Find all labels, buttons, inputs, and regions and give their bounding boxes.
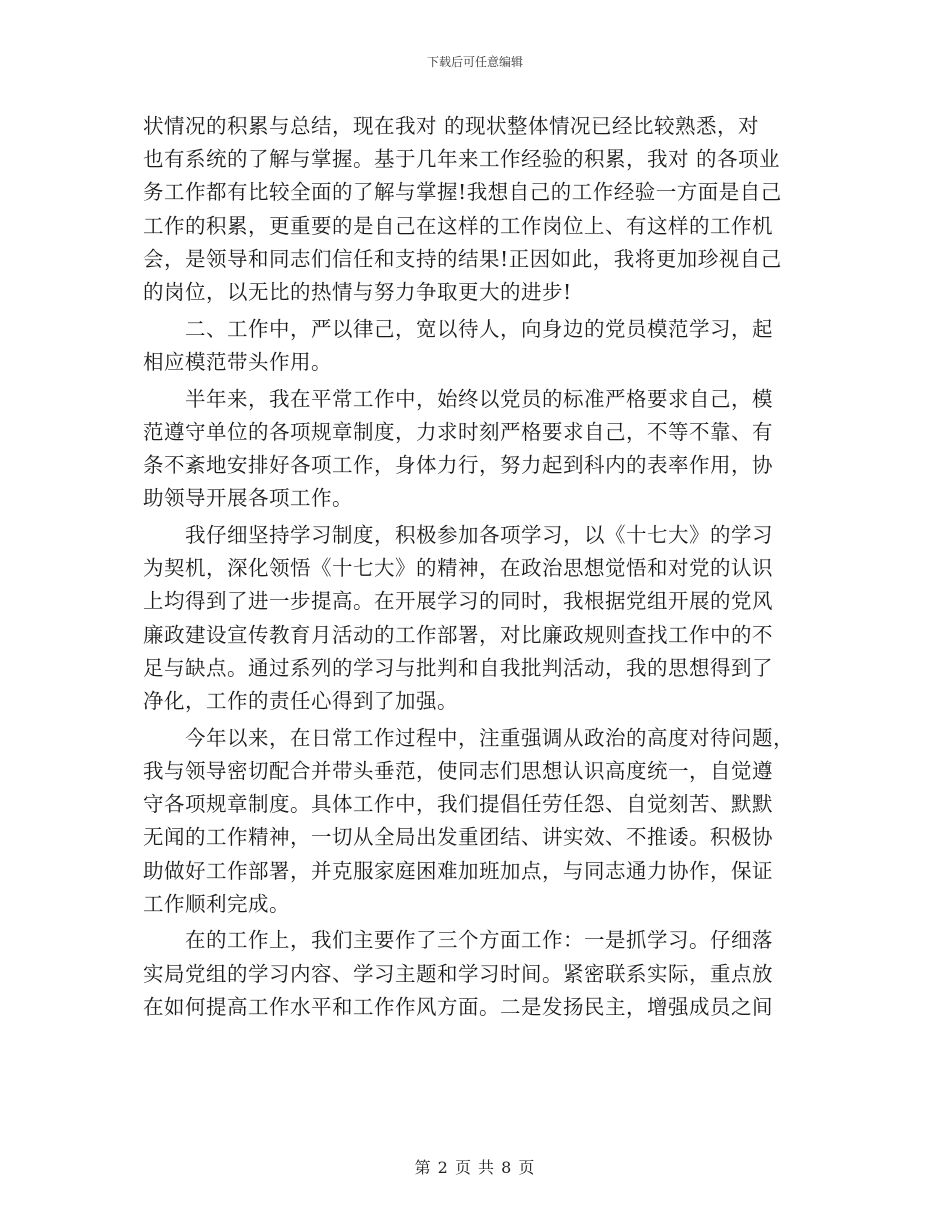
text-line: 助领导开展各项工作。: [143, 486, 353, 511]
body-text: [143, 110, 813, 1024]
text-line: 在的工作上，我们主要作了三个方面工作：一是抓学习。仔细落: [143, 928, 773, 953]
text-line: 今年以来，在日常工作过程中，注重强调从政治的高度对待问题，: [143, 725, 794, 750]
paragraph: [143, 110, 813, 309]
text-line: 我与领导密切配合并带头垂范，使同志们思想认识高度统一，自觉遵: [143, 758, 773, 783]
text-line: 相应模范带头作用。: [143, 349, 332, 374]
text-line: 实局党组的学习内容、学习主题和学习时间。紧密联系实际，重点放: [143, 961, 773, 986]
header-note: 下载后可任意编辑: [426, 55, 523, 69]
text-line: 工作的积累，更重要的是自己在这样的工作岗位上、有这样的工作机: [143, 213, 773, 238]
paragraph: [143, 519, 813, 718]
paragraph: [143, 924, 813, 1024]
text-line: 也有系统的了解与掌握。基于几年来工作经验的积累，我对 的各项业: [143, 147, 781, 172]
text-line: 范遵守单位的各项规章制度，力求时刻严格要求自己，不等不靠、有: [143, 419, 773, 444]
paragraph: [143, 383, 813, 516]
text-line: 助做好工作部署，并克服家庭困难加班加点，与同志通力协作，保证: [143, 858, 773, 883]
paragraph: [143, 722, 813, 921]
text-line: 我仔细坚持学习制度，积极参加各项学习，以《十七大》的学习: [143, 523, 773, 548]
text-line: 为契机，深化领悟《十七大》的精神，在政治思想觉悟和对党的认识: [143, 556, 773, 581]
text-line: 在如何提高工作水平和工作作风方面。二是发扬民主，增强成员之间: [143, 994, 773, 1019]
text-line: 状情况的积累与总结，现在我对 的现状整体情况已经比较熟悉，对: [143, 114, 760, 138]
text-line: 上均得到了进一步提高。在开展学习的同时，我根据党组开展的党风: [143, 589, 773, 614]
text-line: 足与缺点。通过系列的学习与批判和自我批判活动，我的思想得到了: [143, 655, 773, 680]
text-line: 净化，工作的责任心得到了加强。: [143, 688, 458, 713]
paragraph: [143, 313, 813, 379]
text-line: 的岗位，以无比的热情与努力争取更大的进步!: [143, 279, 572, 304]
text-line: 廉政建设宣传教育月活动的工作部署，对比廉政规则查找工作中的不: [143, 622, 773, 647]
text-line: 半年来，我在平常工作中，始终以党员的标准严格要求自己，模: [143, 386, 773, 411]
text-line: 二、工作中，严以律己，宽以待人，向身边的党员模范学习，起: [143, 316, 773, 341]
text-line: 条不紊地安排好各项工作，身体力行，努力起到科内的表率作用，协: [143, 453, 773, 478]
page-indicator: 第 2 页 共 8 页: [414, 1158, 536, 1177]
text-line: 务工作都有比较全面的了解与掌握!我想自己的工作经验一方面是自己: [143, 180, 782, 205]
text-line: 守各项规章制度。具体工作中，我们提倡任劳任怨、自觉刻苦、默默: [143, 792, 773, 817]
text-line: 无闻的工作精神，一切从全局出发重团结、讲实效、不推诿。积极协: [143, 825, 773, 850]
text-line: 工作顺利完成。: [143, 891, 290, 916]
text-line: 会，是领导和同志们信任和支持的结果!正因如此，我将更加珍视自己: [143, 246, 782, 271]
